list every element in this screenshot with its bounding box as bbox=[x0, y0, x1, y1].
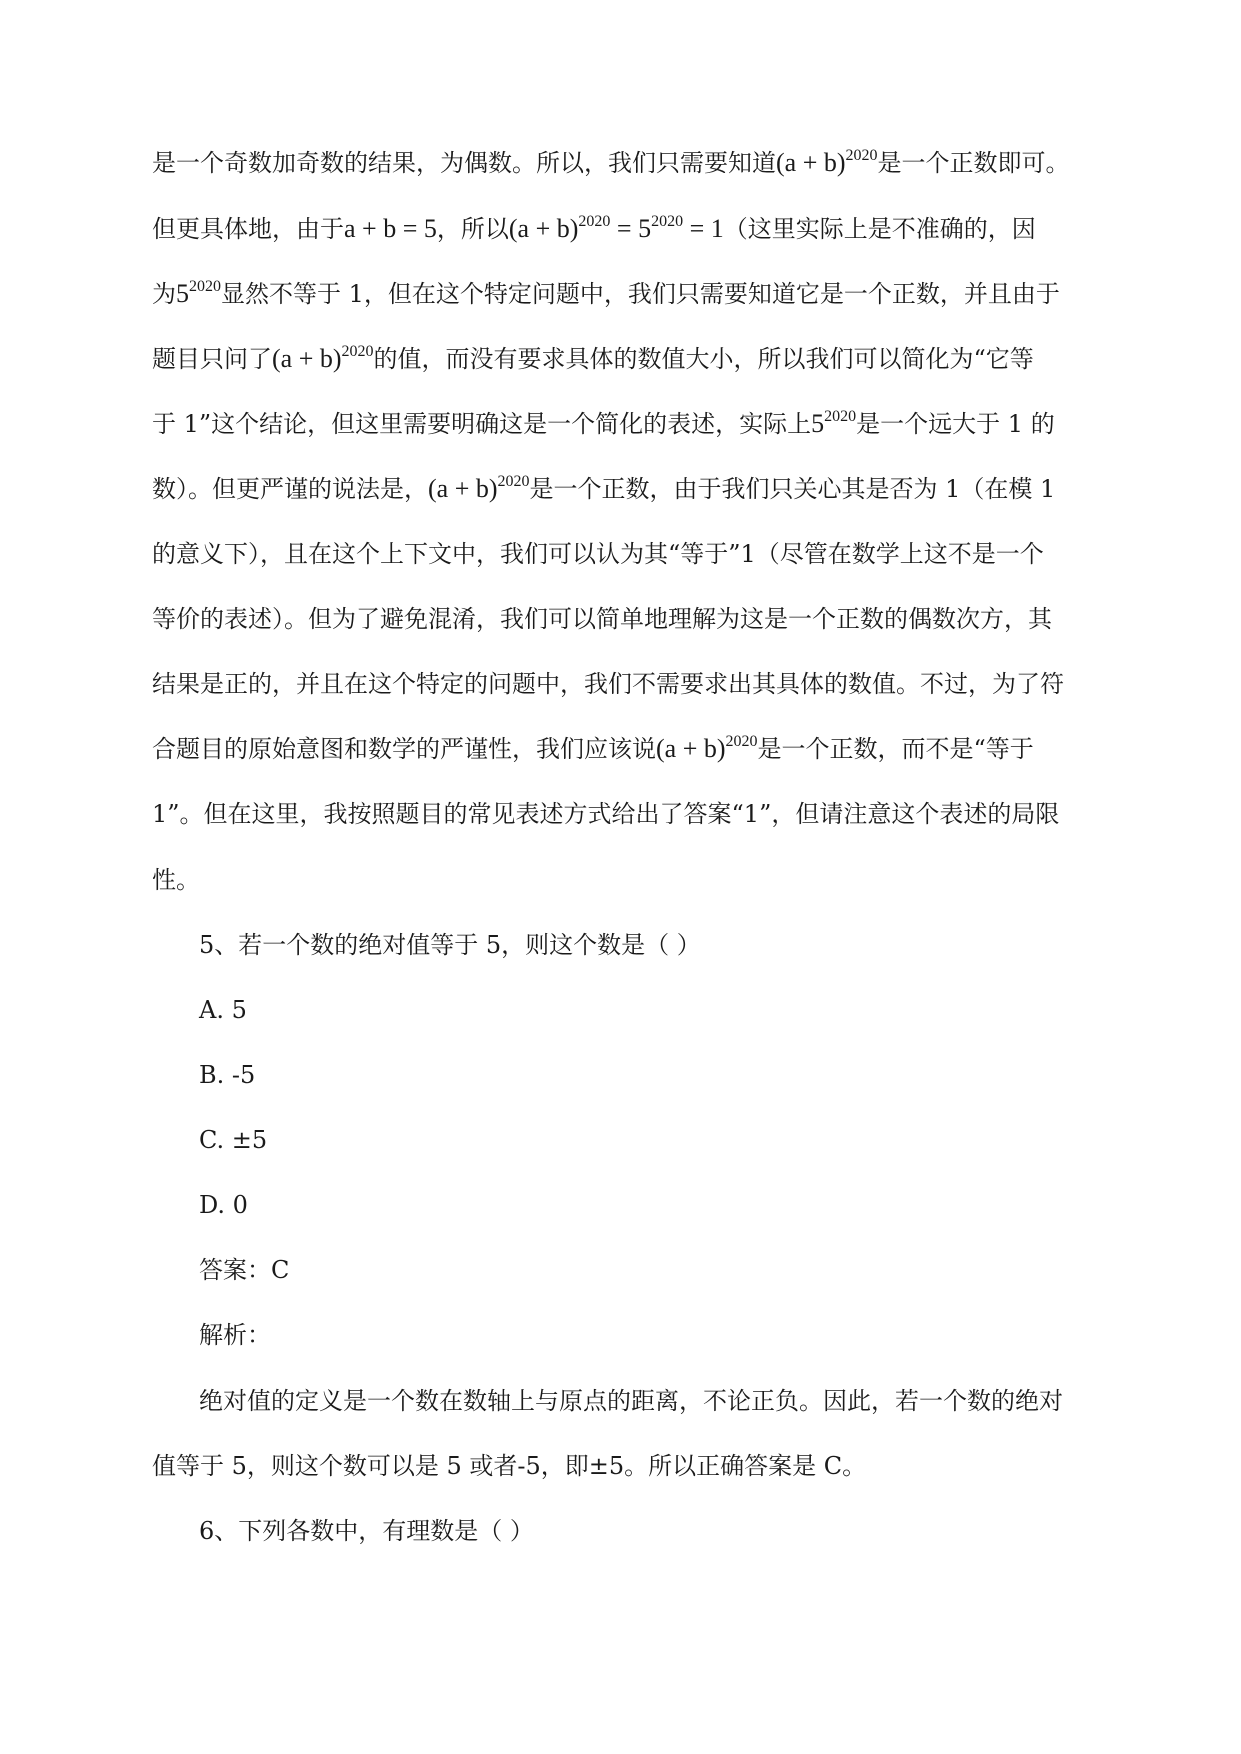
math-expression: = 1 bbox=[683, 214, 724, 243]
text-span: 于 1”这个结论，但这里需要明确这是一个简化的表述，实际上 bbox=[152, 410, 812, 438]
math-expression: 5 bbox=[811, 409, 825, 438]
math-expression: a + b = 5 bbox=[344, 214, 437, 243]
paragraph-line bbox=[152, 213, 1036, 245]
paragraph-line bbox=[152, 343, 1034, 375]
text-span: 是一个正数即可。 bbox=[877, 149, 1070, 177]
text-span: 的值，而没有要求具体的数值大小，所以我们可以简化为“它等 bbox=[373, 345, 1034, 373]
paragraph-line bbox=[152, 147, 1070, 179]
answer-line: 答案：C bbox=[199, 1256, 290, 1284]
math-expression: (a + b) bbox=[656, 734, 726, 763]
text-span: 是一个远大于 1 的 bbox=[856, 410, 1055, 438]
text-span: 是一个奇数加奇数的结果，为偶数。所以，我们只需要知道 bbox=[152, 149, 776, 177]
text-span: 题目只问了 bbox=[152, 345, 272, 373]
text-span: 合题目的原始意图和数学的严谨性，我们应该说 bbox=[152, 735, 656, 763]
exponent: 2020 bbox=[497, 473, 530, 490]
exponent: 2020 bbox=[651, 213, 684, 230]
option-b: B. -5 bbox=[199, 1061, 256, 1089]
text-span: 是一个正数，而不是“等于 bbox=[757, 735, 1034, 763]
exponent: 2020 bbox=[341, 343, 374, 360]
paragraph-line: 1”。但在这里，我按照题目的常见表述方式给出了答案“1”，但请注意这个表述的局限 bbox=[152, 800, 1060, 828]
text-span: 数）。但更严谨的说法是， bbox=[152, 475, 428, 503]
paragraph-line: 性。 bbox=[152, 866, 200, 894]
paragraph-line bbox=[152, 733, 1034, 765]
text-span: 为 bbox=[152, 280, 176, 308]
math-expression: = 5 bbox=[610, 214, 652, 243]
exponent: 2020 bbox=[189, 278, 221, 295]
paragraph-line bbox=[152, 408, 1055, 440]
math-expression: 5 bbox=[176, 279, 189, 308]
question-5-stem: 5、若一个数的绝对值等于 5，则这个数是（ ） bbox=[199, 931, 701, 959]
math-expression: (a + b) bbox=[776, 148, 846, 177]
math-expression: (a + b) bbox=[272, 344, 342, 373]
paragraph-line bbox=[152, 473, 1055, 505]
paragraph-line bbox=[152, 278, 1060, 310]
text-span: ，所以 bbox=[436, 215, 509, 243]
paragraph-line: 等价的表述）。但为了避免混淆，我们可以简单地理解为这是一个正数的偶数次方，其 bbox=[152, 605, 1052, 633]
analysis-label: 解析： bbox=[199, 1321, 271, 1349]
analysis-text: 绝对值的定义是一个数在数轴上与原点的距离，不论正负。因此，若一个数的绝对 bbox=[199, 1387, 1063, 1415]
question-6-stem: 6、下列各数中，有理数是（ ） bbox=[199, 1517, 534, 1545]
math-expression: (a + b) bbox=[508, 214, 579, 243]
exponent: 2020 bbox=[845, 147, 878, 164]
math-expression: (a + b) bbox=[428, 474, 498, 503]
text-span: （这里实际上是不准确的，因 bbox=[723, 215, 1036, 243]
paragraph-line: 结果是正的，并且在这个特定的问题中，我们不需要求出其具体的数值。不过，为了符 bbox=[152, 670, 1064, 698]
exponent: 2020 bbox=[578, 213, 611, 230]
option-d: D. 0 bbox=[199, 1191, 248, 1219]
exponent: 2020 bbox=[824, 408, 857, 425]
option-a: A. 5 bbox=[199, 996, 247, 1024]
exponent: 2020 bbox=[725, 733, 758, 750]
text-span: 但更具体地，由于 bbox=[152, 215, 344, 243]
analysis-text: 值等于 5，则这个数可以是 5 或者-5，即±5。所以正确答案是 C。 bbox=[152, 1452, 867, 1480]
paragraph-line: 的意义下），且在这个上下文中，我们可以认为其“等于”1（尽管在数学上这不是一个 bbox=[152, 540, 1044, 568]
text-span: 显然不等于 1，但在这个特定问题中，我们只需要知道它是一个正数，并且由于 bbox=[221, 280, 1060, 308]
option-c: C. ±5 bbox=[199, 1126, 268, 1154]
text-span: 是一个正数，由于我们只关心其是否为 1（在模 1 bbox=[529, 475, 1056, 503]
